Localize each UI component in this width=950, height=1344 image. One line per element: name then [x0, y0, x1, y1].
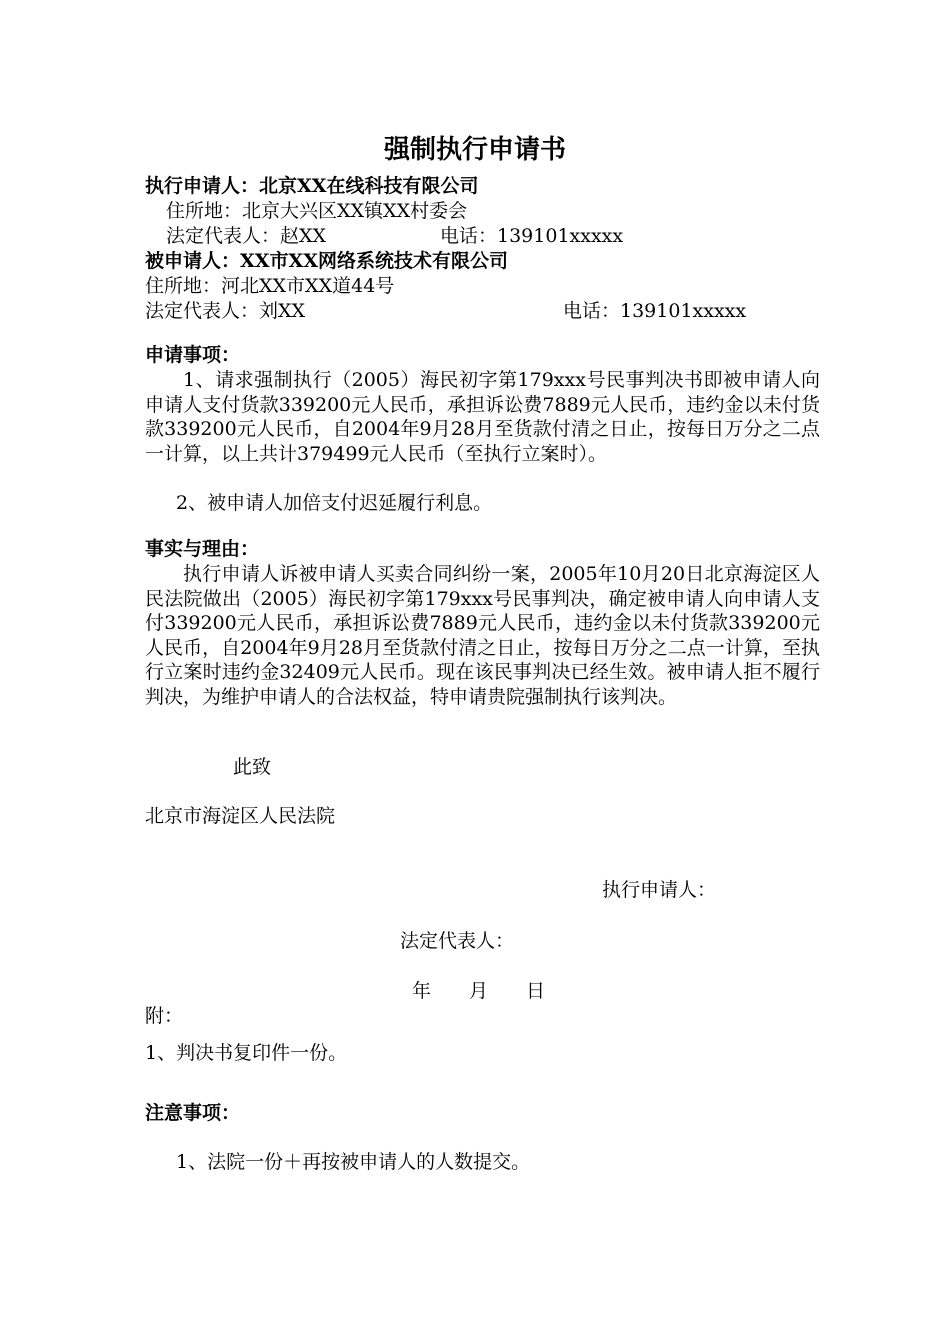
signer-label: 执行申请人：	[602, 879, 717, 901]
court-name: 北京市海淀区人民法院	[145, 805, 336, 827]
date-line: 年 月 日	[412, 980, 546, 1002]
respondent-address: 住所地：河北XX市XX道44号	[145, 275, 395, 297]
respondent-phone: 电话：139101xxxxx	[563, 300, 747, 322]
facts-heading: 事实与理由：	[145, 538, 260, 560]
applicant-label: 执行申请人：北京XX在线科技有限公司	[145, 175, 479, 197]
notes-heading: 注意事项：	[145, 1102, 241, 1124]
document-title: 强制执行申请书	[383, 135, 566, 165]
notes-item-1: 1、法院一份＋再按被申请人的人数提交。	[176, 1151, 531, 1173]
claims-item-1: 1、请求强制执行（2005）海民初字第179xxx号民事判决书即被申请人向申请人支付货款339200元人民币，承担诉讼费7889元人民币，违约金以未付货款339200元人民币，自2004年9月28月至货款付清之日止，按每日万分之二点一计算，以上共计379499元人民币（至执行立案时）。	[145, 369, 820, 465]
applicant-rep: 法定代表人：赵XX	[166, 225, 327, 247]
respondent-rep: 法定代表人：刘XX	[145, 300, 306, 322]
applicant-phone: 电话：139101xxxxx	[440, 225, 624, 247]
claims-heading: 申请事项：	[145, 344, 241, 366]
signer-rep-label: 法定代表人：	[400, 930, 515, 952]
salutation: 此致	[233, 756, 272, 778]
facts-body: 执行申请人诉被申请人买卖合同纠纷一案，2005年10月20日北京海淀区人民法院做出（2005）海民初字第179xxx号民事判决，确定被申请人向申请人支付339200元人民币，承担诉讼费7889元人民币，违约金以未付货款339200元人民币，自2004年9月28月至货款付清之日止，按每日万分之二点一计算，至执行立案时违约金32409元人民币。现在该民事判决已经生效。被申请人拒不履行判决，为维护申请人的合法权益，特申请贵院强制执行该判决。	[145, 563, 820, 708]
respondent-label: 被申请人：XX市XX网络系统技术有限公司	[145, 250, 508, 272]
claims-item-2: 2、被申请人加倍支付迟延履行利息。	[176, 492, 493, 514]
attachment-item-1: 1、判决书复印件一份。	[145, 1042, 348, 1064]
attachment-label: 附：	[145, 1005, 184, 1027]
applicant-address: 住所地：北京大兴区XX镇XX村委会	[166, 200, 468, 222]
